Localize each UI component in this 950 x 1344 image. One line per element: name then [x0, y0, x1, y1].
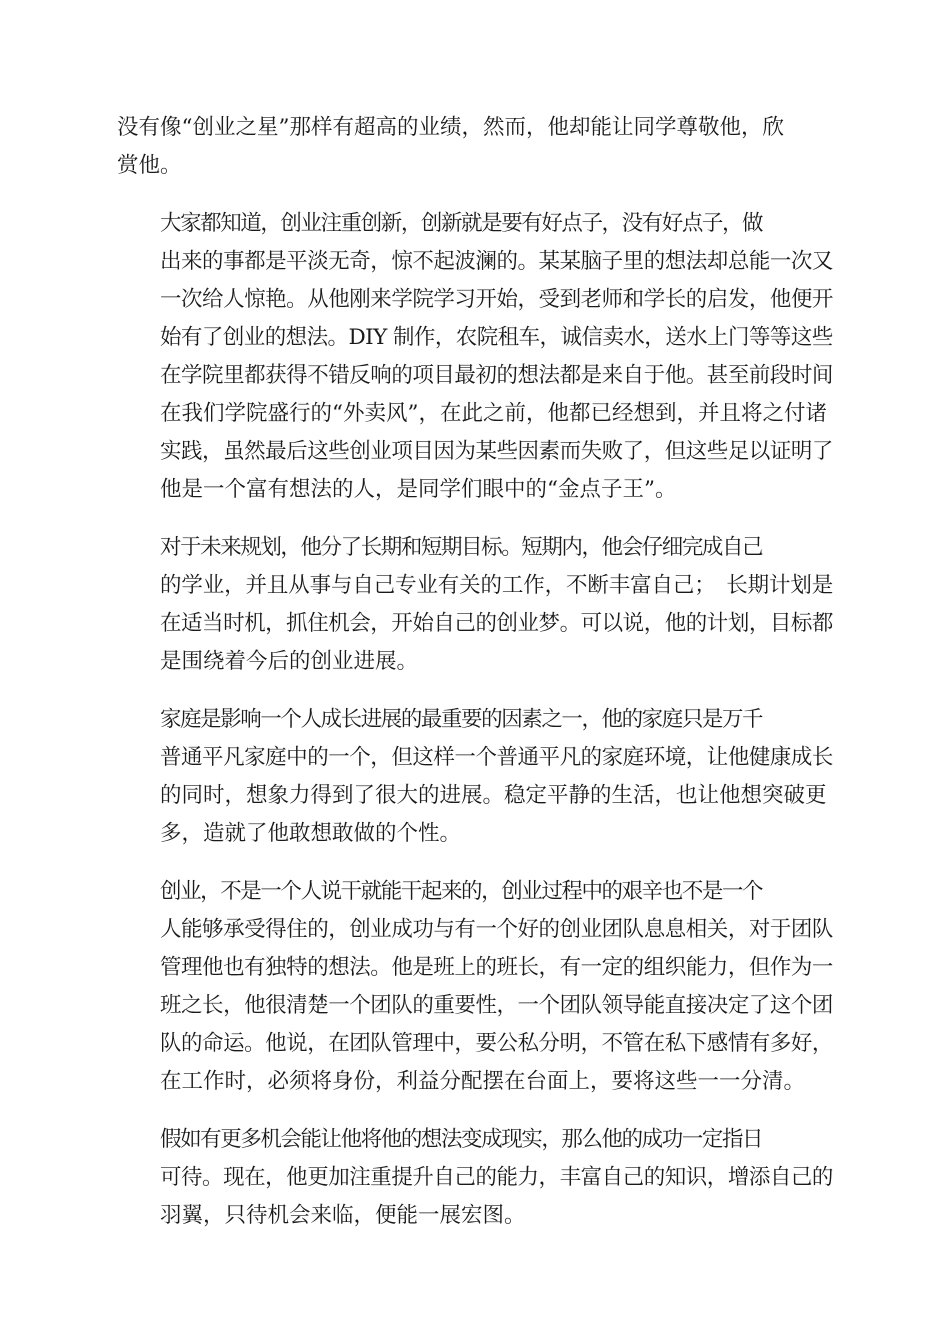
paragraph	[117, 109, 833, 185]
paragraph	[117, 701, 833, 853]
paragraph	[117, 529, 833, 681]
text-line: 普通平凡家庭中的一个，但这样一个普通平凡的家庭环境，让他健康成长	[160, 745, 833, 770]
text-line: 在工作时，必须将身份，利益分配摆在台面上，要将这些一一分清。	[160, 1069, 806, 1094]
text-line: 可待。现在，他更加注重提升自己的能力，丰富自己的知识，增添自己的	[160, 1165, 833, 1190]
text-line: 实践，虽然最后这些创业项目因为某些因素而失败了，但这些足以证明了	[160, 439, 833, 464]
text-line: 人能够承受得住的，创业成功与有一个好的创业团队息息相关，对于团队	[160, 917, 833, 942]
text-line: 的同时，想象力得到了很大的进展。稳定平静的生活，也让他想突破更	[160, 783, 827, 808]
text-line: 队的命运。他说，在团队管理中，要公私分明，不管在私下感情有多好，	[160, 1031, 833, 1056]
text-line: 在我们学院盛行的“外卖风”，在此之前，他都已经想到，并且将之付诸	[160, 401, 827, 426]
text-line: 没有像“创业之星”那样有超高的业绩，然而，他却能让同学尊敬他，欣	[117, 115, 784, 140]
text-line: 管理他也有独特的想法。他是班上的班长，有一定的组织能力，但作为一	[160, 955, 833, 980]
text-line: 一次给人惊艳。从他刚来学院学习开始，受到老师和学长的启发，他便开	[160, 287, 833, 312]
text-line: 的学业，并且从事与自己专业有关的工作，不断丰富自己； 长期计划是	[160, 573, 834, 598]
text-line: 对于未来规划，他分了长期和短期目标。短期内，他会仔细完成自己	[160, 535, 763, 560]
paragraph	[117, 1121, 833, 1235]
text-line: 他是一个富有想法的人，是同学们眼中的“金点子王”。	[160, 477, 677, 502]
text-line: 大家都知道，创业注重创新，创新就是要有好点子，没有好点子，做	[160, 211, 763, 236]
text-line: 赏他。	[117, 153, 182, 178]
text-line: 出来的事都是平淡无奇，惊不起波澜的。某某脑子里的想法却总能一次又	[160, 249, 833, 274]
text-line: 羽翼，只待机会来临，便能一展宏图。	[160, 1203, 526, 1228]
paragraph	[117, 873, 833, 1101]
text-line: 家庭是影响一个人成长进展的最重要的因素之一，他的家庭只是万千	[160, 707, 763, 732]
paragraph	[117, 205, 833, 509]
text-line: 在学院里都获得不错反响的项目最初的想法都是来自于他。甚至前段时间	[160, 363, 833, 388]
document-body	[117, 109, 833, 1255]
text-line: 创业，不是一个人说干就能干起来的，创业过程中的艰辛也不是一个	[160, 879, 763, 904]
text-line: 多，造就了他敢想敢做的个性。	[160, 821, 462, 846]
text-line: 是围绕着今后的创业进展。	[160, 649, 419, 674]
text-line: 班之长，他很清楚一个团队的重要性，一个团队领导能直接决定了这个团	[160, 993, 833, 1018]
text-line: 假如有更多机会能让他将他的想法变成现实，那么他的成功一定指日	[160, 1127, 763, 1152]
text-line: 在适当时机，抓住机会，开始自己的创业梦。可以说，他的计划，目标都	[160, 611, 833, 636]
text-line: 始有了创业的想法。DIY 制作，农院租车，诚信卖水，送水上门等等这些	[160, 325, 833, 350]
